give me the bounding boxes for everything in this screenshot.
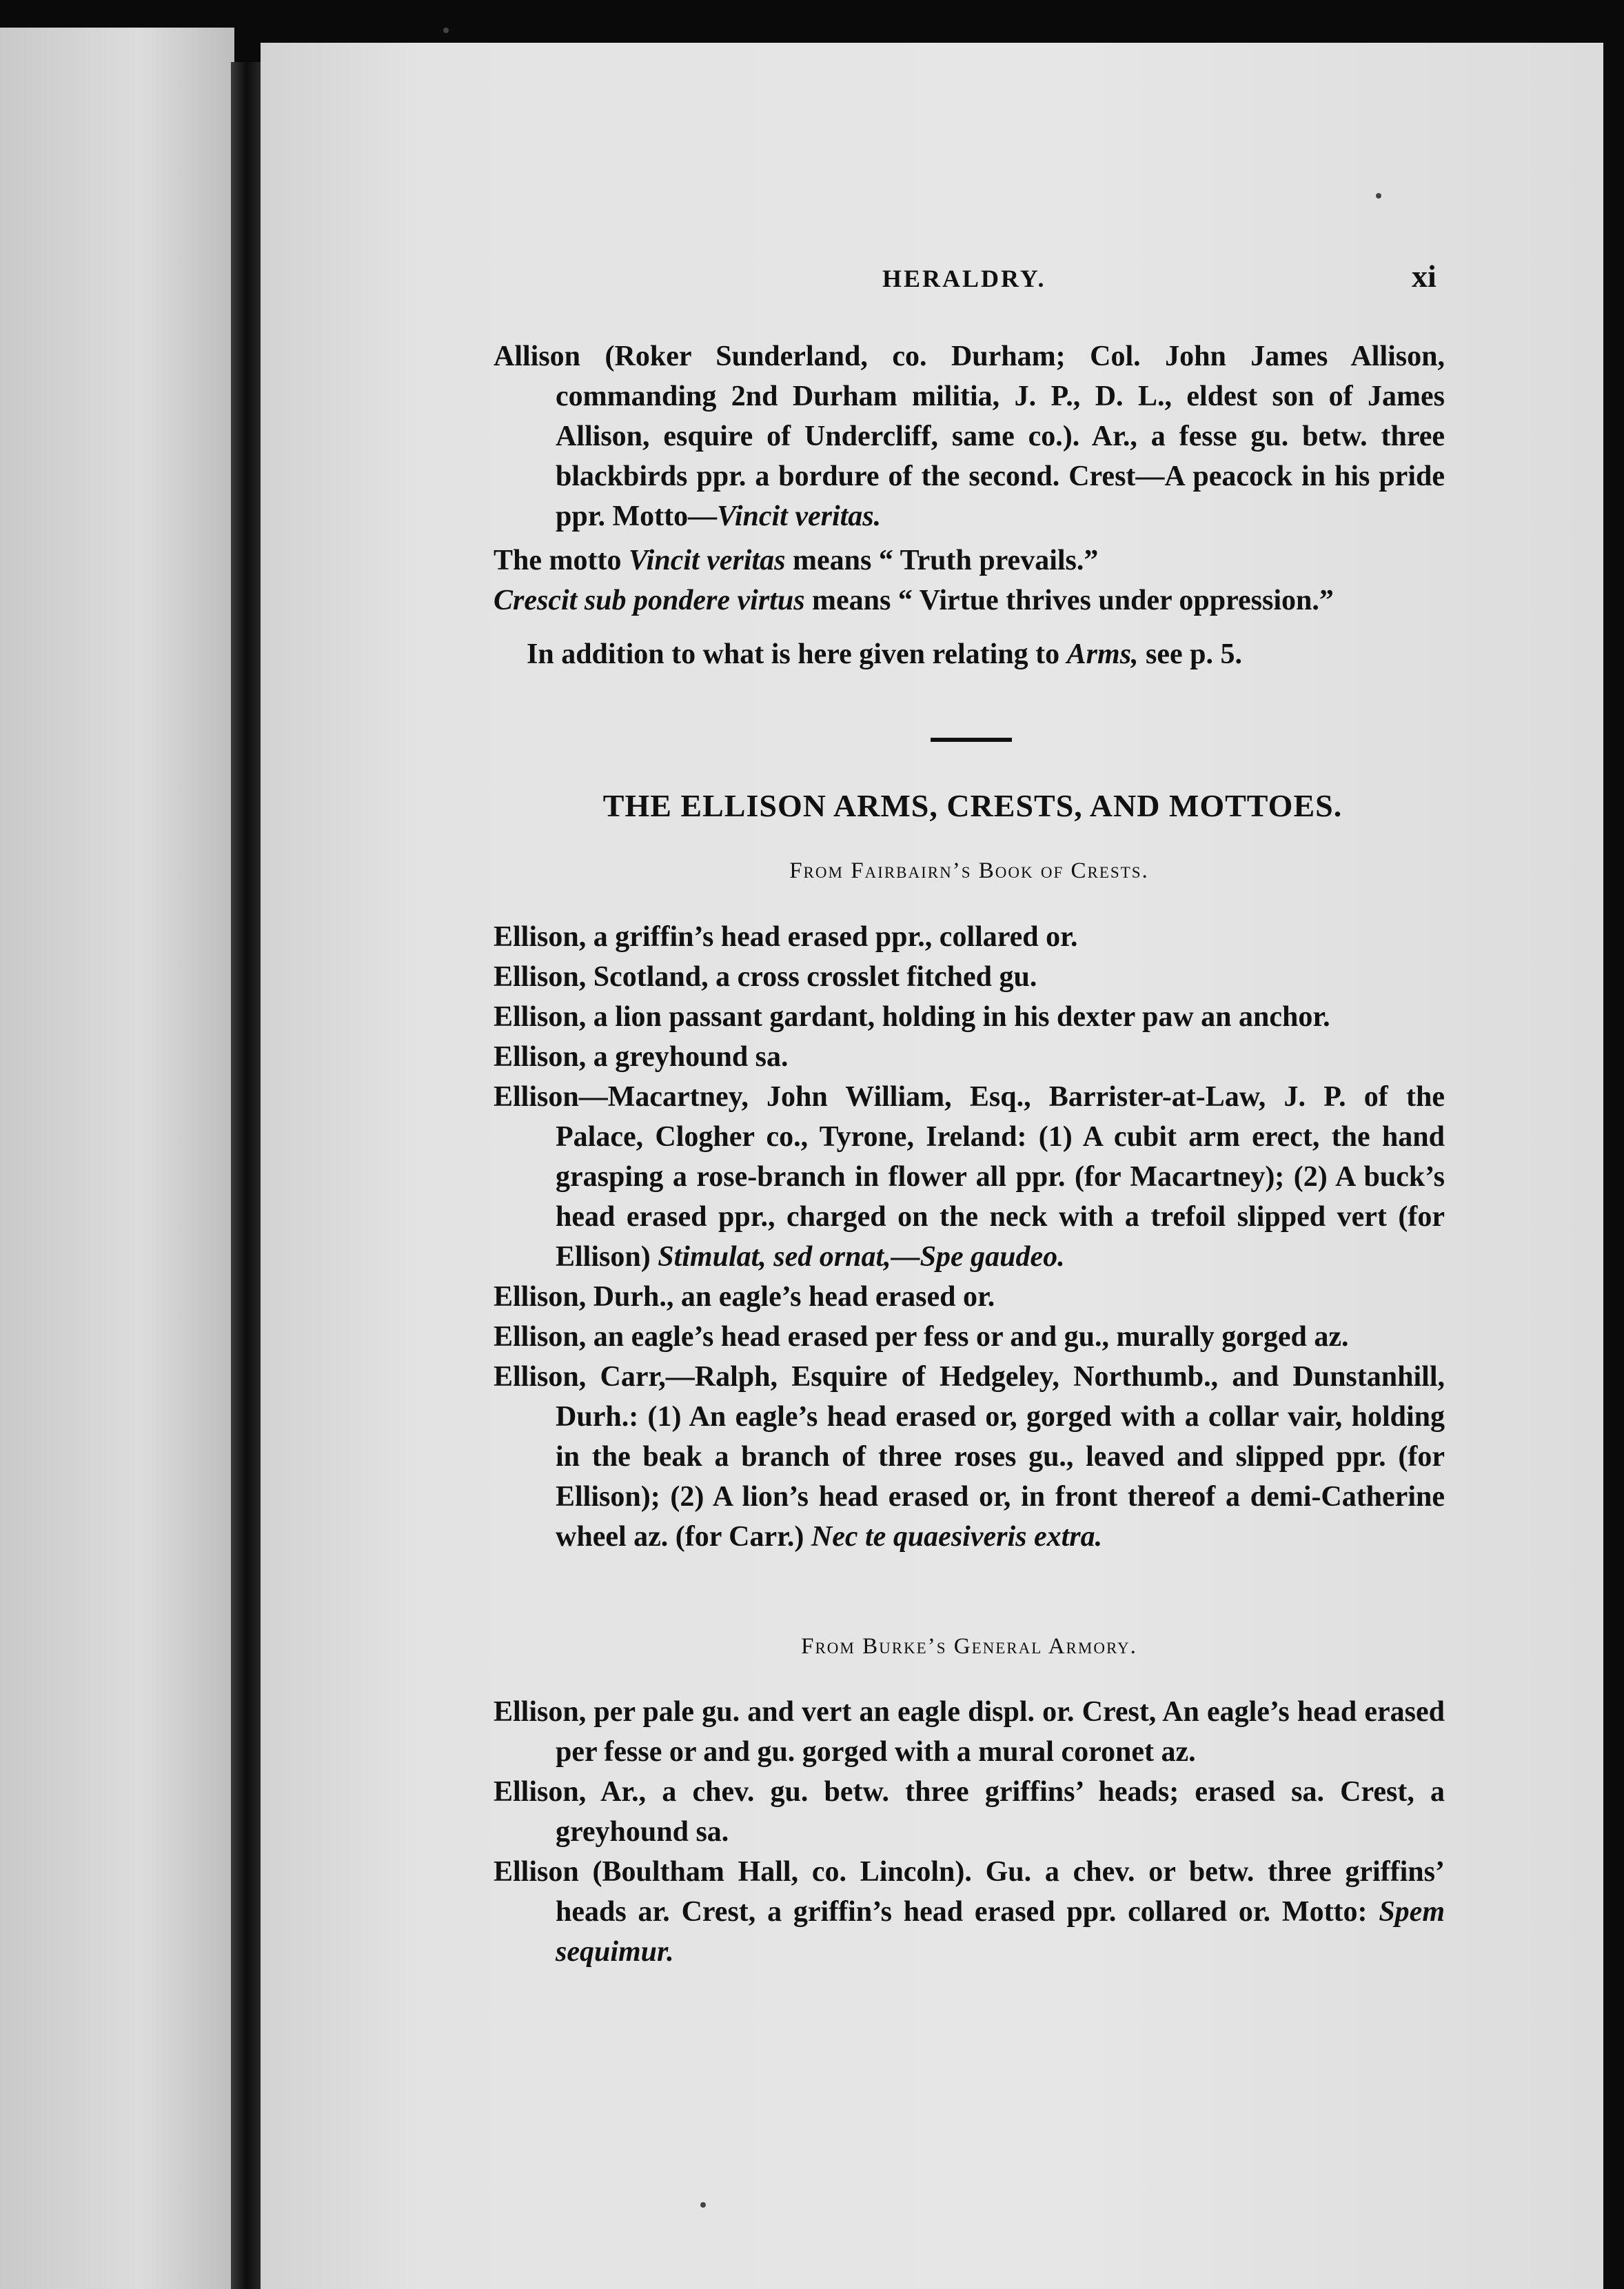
text-run: Ellison, an eagle’s head erased per fess or and gu., murally gorged az. <box>494 1321 1349 1353</box>
armory-entry <box>494 1077 1445 1277</box>
burke-entries <box>494 1692 1445 1972</box>
text-run: means “ Truth prevails.” <box>785 545 1099 576</box>
section-divider <box>931 738 1012 742</box>
allison-entry <box>494 336 1445 536</box>
text-run: Ellison, Durh., an eagle’s head erased or. <box>494 1281 995 1313</box>
facing-page-edge <box>0 28 234 2289</box>
motto-explanation-1 <box>494 541 1445 581</box>
text-run: Ellison, Carr,—Ralph, Esquire of Hedgeley, Northumb., and Dunstanhill, Durh.: (1) An eagle’s head erased or, gorged with a collar vair, holding in the beak a branch of three roses gu., leaved and slipped ppr. (for Ellison); (2) A lion’s head erased or, in front thereof a demi-Catherine wheel az. (for Carr.) <box>494 1361 1445 1553</box>
fairbairn-entries <box>494 917 1445 1557</box>
armory-entry <box>494 1852 1445 1972</box>
armory-entry <box>494 1772 1445 1852</box>
text-run: Ellison—Macartney, John William, Esq., Barrister-at-Law, J. P. of the Palace, Clogher co., Tyrone, Ireland: (1) A cubit arm erect, the hand grasping a rose-branch in flower all ppr. (for Macartney); (2) A buck’s head erased ppr., charged on the neck with a trefoil slipped vert (for Ellison) <box>494 1081 1445 1273</box>
italic-run: Nec te quaesiveris extra. <box>811 1521 1103 1553</box>
text-run: Ellison, a griffin’s head erased ppr., collared or. <box>494 921 1078 953</box>
text-run: The motto <box>494 545 629 576</box>
speck <box>700 2202 706 2208</box>
armory-entry <box>494 917 1445 957</box>
text-run: Ellison, a greyhound sa. <box>494 1041 789 1073</box>
burke-heading: From Burke’s General Armory. <box>801 1634 1137 1659</box>
text-run: Ellison, per pale gu. and vert an eagle displ. or. Crest, An eagle’s head erased per fesse or and gu. gorged with a mural coronet az. <box>494 1696 1445 1768</box>
text-run: Ellison, Scotland, a cross crosslet fitched gu. <box>494 961 1037 993</box>
text-run: In addition to what is here given relating to <box>527 638 1067 670</box>
text-run: Ellison (Boultham Hall, co. Lincoln). Gu. a chev. or betw. three griffins’ heads ar. Crest, a griffin’s head erased ppr. collared or. Motto: <box>494 1856 1445 1928</box>
italic-run: Crescit sub pondere virtus <box>494 585 805 616</box>
running-head: HERALDRY. <box>882 265 1046 292</box>
armory-entry <box>494 997 1445 1037</box>
italic-run: Spem sequimur. <box>556 1896 1445 1968</box>
page-number: xi <box>1412 259 1437 294</box>
text-run: see p. 5. <box>1138 638 1243 670</box>
armory-entry <box>494 1692 1445 1772</box>
armory-entry <box>494 1037 1445 1077</box>
text-run: Ellison, a lion passant gardant, holding in his dexter paw an anchor. <box>494 1001 1330 1033</box>
armory-entry <box>494 957 1445 997</box>
speck <box>443 28 449 33</box>
armory-entry <box>494 1277 1445 1317</box>
fairbairn-heading: From Fairbairn’s Book of Crests. <box>789 858 1149 883</box>
addition-note <box>494 634 1445 674</box>
motto-explanation-2 <box>494 581 1445 621</box>
speck <box>1376 193 1381 199</box>
italic-run: Vincit veritas. <box>717 501 882 532</box>
italic-run: Vincit veritas <box>628 545 786 576</box>
top-text-block <box>494 336 1445 674</box>
text-run: Allison (Roker Sunderland, co. Durham; Col. John James Allison, commanding 2nd Durham militia, J. P., D. L., eldest son of James Allison, esquire of Undercliff, same co.). Ar., a fesse gu. betw. three blackbirds ppr. a bordure of the second. Crest—A peacock in his pride ppr. Motto— <box>494 341 1445 532</box>
text-run: means “ Virtue thrives under oppression.” <box>804 585 1334 616</box>
italic-run: Stimulat, sed ornat,—Spe gaudeo. <box>658 1241 1065 1273</box>
book-gutter <box>231 62 262 2289</box>
armory-entry <box>494 1357 1445 1557</box>
italic-run: Arms, <box>1066 638 1139 670</box>
armory-entry <box>494 1317 1445 1357</box>
text-run: Ellison, Ar., a chev. gu. betw. three griffins’ heads; erased sa. Crest, a greyhound sa. <box>494 1776 1445 1848</box>
section-title: THE ELLISON ARMS, CRESTS, AND MOTTOES. <box>602 788 1343 823</box>
